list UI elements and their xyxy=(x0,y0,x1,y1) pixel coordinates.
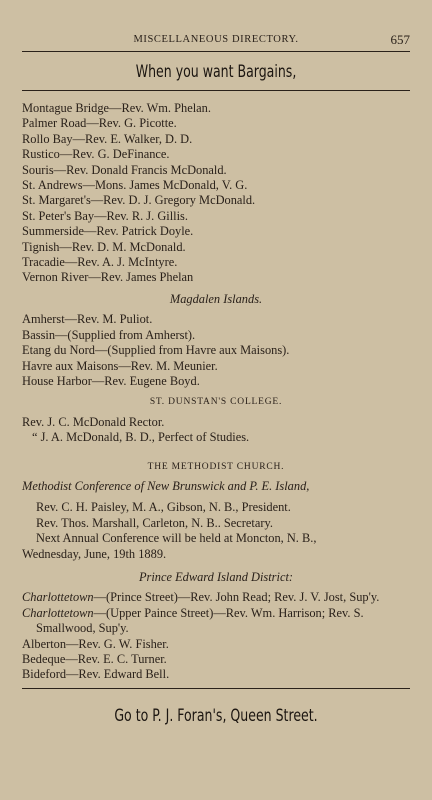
header-rule xyxy=(22,51,410,52)
banner-top-rule xyxy=(22,90,410,91)
conference-secretary: Rev. Thos. Marshall, Carleton, N. B.. Secretary. xyxy=(36,515,273,530)
place-name: Charlottetown xyxy=(22,590,94,605)
list-item: Bedeque—Rev. E. C. Turner. xyxy=(22,652,167,666)
running-head xyxy=(22,34,410,50)
next-conference-line-1: Next Annual Conference will be held at Moncton, N. B., xyxy=(36,531,317,546)
place-name: Charlottetown xyxy=(22,605,94,620)
list-item: Montague Bridge—Rev. Wm. Phelan. xyxy=(22,101,211,115)
college-rector: Rev. J. C. McDonald Rector. xyxy=(22,414,165,429)
place-detail: —(Upper Paince Street)—Rev. Wm. Harrison; Rev. S. Smallwood, Sup'y. xyxy=(36,605,364,636)
list-item: St. Peter's Bay—Rev. R. J. Gillis. xyxy=(22,208,188,223)
page-number: 657 xyxy=(390,32,410,47)
directory-content xyxy=(22,101,410,683)
magdalen-heading: Magdalen Islands. xyxy=(169,291,263,306)
district-heading: Prince Edward Island District: xyxy=(138,569,294,584)
place-detail: —(Prince Street)—Rev. John Read; Rev. J. V. Jost, Sup'y. xyxy=(93,590,380,605)
list-item: Havre aux Maisons—Rev. M. Meunier. xyxy=(22,358,218,373)
methodist-heading: THE METHODIST CHURCH. xyxy=(147,461,285,472)
college-heading: ST. DUNSTAN'S COLLEGE. xyxy=(149,397,283,408)
conference-president: Rev. C. H. Paisley, M. A., Gibson, N. B., President. xyxy=(36,500,291,515)
parish-list xyxy=(22,101,410,286)
list-item: Rollo Bay—Rev. E. Walker, D. D. xyxy=(22,131,193,146)
conference-title: Methodist Conference of New Brunswick and P. E. Island, xyxy=(22,478,310,493)
advertisement-banner-top: When you want Bargains, xyxy=(135,62,297,82)
list-item: St. Margaret's—Rev. D. J. Gregory McDonald. xyxy=(22,193,256,208)
list-item: Rustico—Rev. G. DeFinance. xyxy=(22,147,170,162)
list-item: Tignish—Rev. D. M. McDonald. xyxy=(22,239,186,254)
college-prefect: “ J. A. McDonald, B. D., Perfect of Studies. xyxy=(32,430,250,445)
list-item: St. Andrews—Mons. James McDonald, V. G. xyxy=(22,178,248,193)
advertisement-banner-bottom: Go to P. J. Foran's, Queen Street. xyxy=(114,706,318,726)
list-item xyxy=(22,606,410,637)
list-item: Summerside—Rev. Patrick Doyle. xyxy=(22,224,194,239)
list-item: Etang du Nord—(Supplied from Havre aux Maisons). xyxy=(22,343,290,358)
list-item: Alberton—Rev. G. W. Fisher. xyxy=(22,636,169,651)
list-item: Amherst—Rev. M. Puliot. xyxy=(22,312,153,327)
list-item: Bideford—Rev. Edward Bell. xyxy=(22,667,170,682)
list-item: House Harbor—Rev. Eugene Boyd. xyxy=(22,373,200,388)
banner-bottom-rule xyxy=(22,688,410,689)
list-item: Tracadie—Rev. A. J. McIntyre. xyxy=(22,255,178,270)
running-title: MISCELLANEOUS DIRECTORY. xyxy=(133,34,299,45)
list-item: Vernon River—Rev. James Phelan xyxy=(22,270,194,285)
list-item: Souris—Rev. Donald Francis McDonald. xyxy=(22,162,227,177)
magdalen-list xyxy=(22,312,410,389)
list-item: Bassin—(Supplied from Amherst). xyxy=(22,327,196,342)
list-item xyxy=(22,590,410,605)
next-conference-line-2: Wednesday, June, 19th 1889. xyxy=(22,546,167,561)
list-item: Palmer Road—Rev. G. Picotte. xyxy=(22,116,177,131)
